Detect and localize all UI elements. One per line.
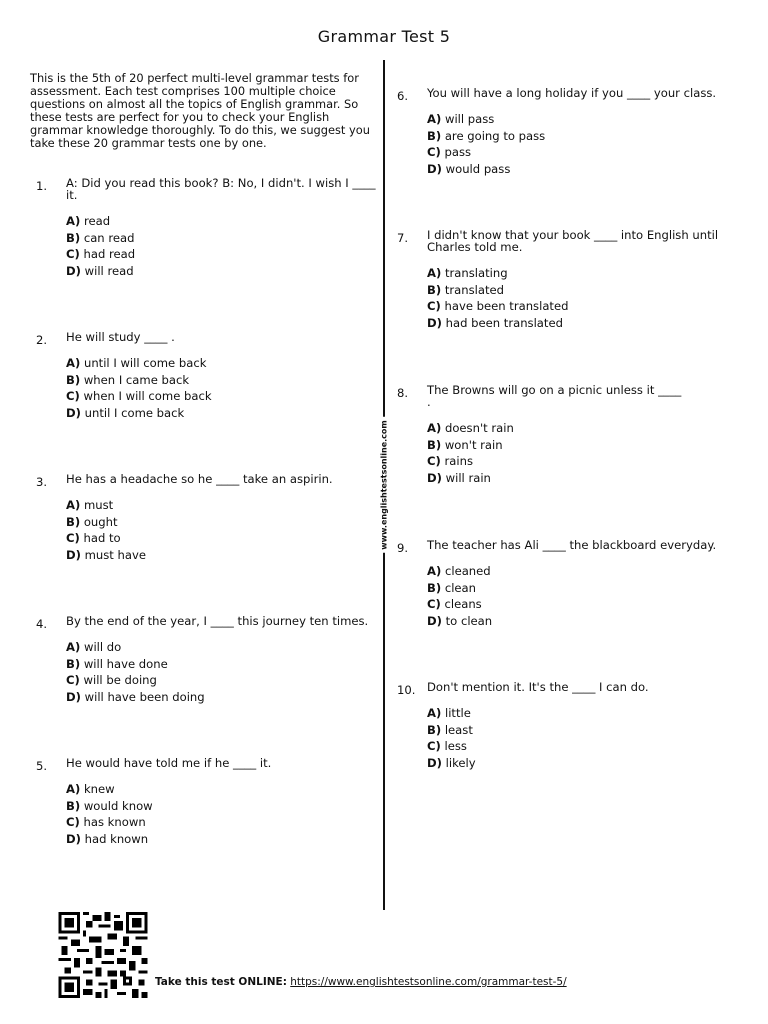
question-number: 3. [36,475,48,489]
question-number: 9. [397,541,409,555]
online-test-link[interactable]: https://www.englishtestsonline.com/grammar-test-5/ [290,976,567,988]
option[interactable]: C) has known [66,815,146,829]
option[interactable]: C) rains [427,454,473,468]
footer [155,976,567,988]
question-stem: The teacher has Ali ____ the blackboard everyday. [427,538,717,552]
option[interactable]: C) had read [66,247,136,261]
option[interactable]: C) will be doing [66,673,157,687]
option[interactable]: C) cleans [427,597,482,611]
option[interactable]: A) until I will come back [66,356,207,370]
footer-label: Take this test ONLINE: [155,976,287,988]
option-list [427,265,737,331]
question-5 [36,757,376,847]
question-stem: He will study ____ . [66,330,175,344]
option[interactable]: A) will do [66,640,122,654]
question-stem: A: Did you read this book? B: No, I didn't. I wish I ____ it. [66,176,376,202]
question-10 [397,681,737,771]
option-list [427,563,737,629]
option[interactable]: B) would know [66,798,153,813]
question-1 [36,177,376,279]
question-number: 6. [397,89,409,103]
option[interactable]: D) had been translated [427,315,563,330]
option[interactable]: D) will read [66,263,134,278]
option[interactable]: A) cleaned [427,564,491,578]
option[interactable]: D) would pass [427,161,511,176]
option[interactable]: D) likely [427,755,476,770]
question-2 [36,331,376,421]
option[interactable]: A) translating [427,266,508,280]
option[interactable]: B) won't rain [427,437,503,452]
question-stem: The Browns will go on a picnic unless it ____ . [427,383,682,409]
option[interactable]: B) are going to pass [427,128,546,143]
option[interactable]: C) had to [66,531,121,545]
option-list [427,111,737,177]
option[interactable]: A) read [66,214,111,228]
option[interactable]: B) can read [66,230,135,245]
option[interactable]: B) clean [427,580,477,595]
option[interactable]: D) must have [66,547,146,562]
question-stem: By the end of the year, I ____ this journey ten times. [66,614,369,628]
option[interactable]: C) have been translated [427,299,569,313]
question-4 [36,615,376,705]
side-url: www.englishtestsonline.com [380,417,389,553]
option[interactable]: C) when I will come back [66,389,212,403]
option[interactable]: A) doesn't rain [427,421,514,435]
page-title: Grammar Test 5 [317,27,451,46]
option[interactable]: B) translated [427,282,504,297]
option[interactable]: C) less [427,739,467,753]
option-list [427,420,737,486]
option-list [66,497,376,563]
question-8 [397,384,737,486]
option[interactable]: B) will have done [66,656,168,671]
option[interactable]: D) will have been doing [66,689,205,704]
question-7 [397,229,737,331]
question-stem: I didn't know that your book ____ into English until Charles told me. [427,228,719,254]
option[interactable]: A) must [66,498,114,512]
option[interactable]: A) little [427,706,471,720]
question-number: 2. [36,333,48,347]
intro-text: This is the 5th of 20 perfect multi-level grammar tests for assessment. Each test comprises 100 multiple choice questions on almost all the topics of English grammar. So these tests are perfect for you to check your English grammar knowledge thoroughly. To do this, we suggest you take these 20 grammar tests one by one. [30,71,370,150]
question-number: 5. [36,759,48,773]
question-9 [397,539,737,629]
option[interactable]: B) least [427,722,473,737]
question-stem: He has a headache so he ____ take an aspirin. [66,472,333,486]
question-3 [36,473,376,563]
option-list [66,781,376,847]
option-list [66,213,376,279]
option-list [66,355,376,421]
question-number: 8. [397,386,409,400]
question-stem: He would have told me if he ____ it. [66,756,272,770]
option[interactable]: D) had known [66,831,149,846]
option[interactable]: A) knew [66,782,115,796]
question-number: 4. [36,617,48,631]
option[interactable]: A) will pass [427,112,495,126]
question-number: 1. [36,179,48,193]
option[interactable]: B) ought [66,514,118,529]
question-number: 10. [397,683,416,697]
qr-code-icon[interactable] [58,912,148,998]
option-list [427,705,737,771]
option[interactable]: C) pass [427,145,472,159]
question-stem: Don't mention it. It's the ____ I can do. [427,680,649,694]
option[interactable]: D) until I come back [66,405,185,420]
question-number: 7. [397,231,409,245]
option[interactable]: B) when I came back [66,372,190,387]
option-list [66,639,376,705]
option[interactable]: D) to clean [427,613,493,628]
question-stem: You will have a long holiday if you ____ your class. [427,86,717,100]
question-6 [397,87,737,177]
option[interactable]: D) will rain [427,470,491,485]
